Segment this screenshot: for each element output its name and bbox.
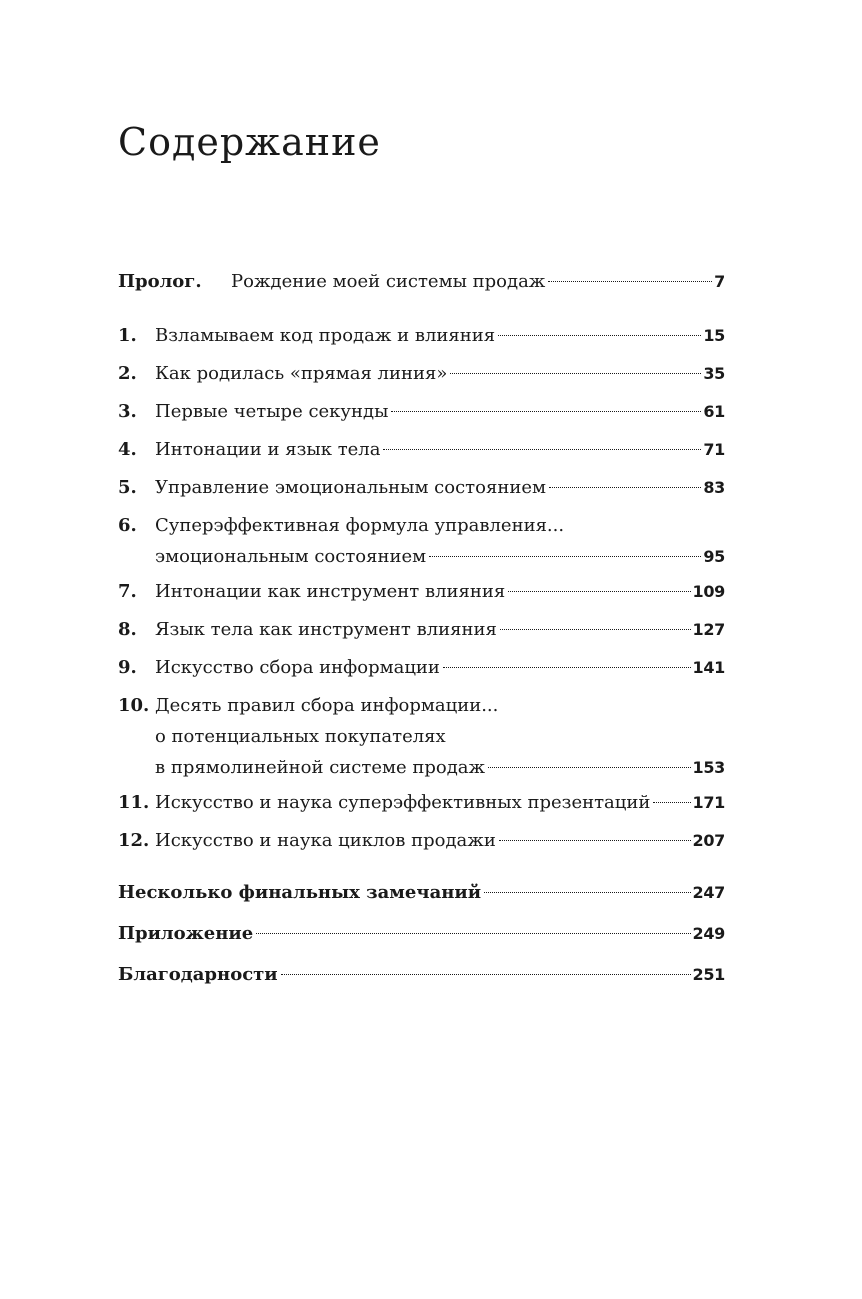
toc-entry-chapter-7[interactable] xyxy=(118,576,725,607)
chapter-number: 7. xyxy=(118,581,137,602)
chapter-title: Искусство сбора информации xyxy=(155,657,440,678)
chapter-title-line-1: Десять правил сбора информации... xyxy=(155,695,499,716)
dot-leader xyxy=(429,556,701,557)
dot-leader xyxy=(443,667,691,668)
chapter-title: Интонации и язык тела xyxy=(155,439,381,460)
page-number: 207 xyxy=(692,831,725,850)
toc-entry-chapter-8[interactable] xyxy=(118,614,725,645)
chapter-number: 2. xyxy=(118,363,137,384)
chapter-title: Как родилась «прямая линия» xyxy=(155,363,448,384)
page-number: 153 xyxy=(692,758,725,777)
page-number: 61 xyxy=(703,402,725,421)
chapter-title: Интонации как инструмент влияния xyxy=(155,581,506,602)
section-title: Благодарности xyxy=(118,964,278,985)
chapter-title: Первые четыре секунды xyxy=(155,401,389,422)
chapter-number: 3. xyxy=(118,401,137,422)
page-number: 251 xyxy=(692,965,725,984)
toc-entry-chapter-4[interactable] xyxy=(118,434,725,465)
section-title: Приложение xyxy=(118,923,254,944)
page-number: 35 xyxy=(703,364,725,383)
dot-leader xyxy=(653,802,690,803)
toc-entry-chapter-1[interactable] xyxy=(118,320,725,351)
toc-entry-chapter-3[interactable] xyxy=(118,396,725,427)
chapter-title-line-2: о потенциальных покупателях xyxy=(155,726,446,747)
page-number: 141 xyxy=(692,658,725,677)
toc-entry-chapter-6[interactable] xyxy=(118,510,725,572)
toc-entry-chapter-5[interactable] xyxy=(118,472,725,503)
page-number: 109 xyxy=(692,582,725,601)
dot-leader xyxy=(450,373,701,374)
chapter-title: Взламываем код продаж и влияния xyxy=(155,325,496,346)
prologue-label: Пролог. xyxy=(118,271,202,292)
page-number: 95 xyxy=(703,547,725,566)
chapter-title: Управление эмоциональным состоянием xyxy=(155,477,546,498)
dot-leader xyxy=(484,892,690,893)
toc-entry-chapter-9[interactable] xyxy=(118,652,725,683)
toc-entry-prologue[interactable] xyxy=(118,266,725,297)
page-number: 71 xyxy=(703,440,725,459)
dot-leader xyxy=(548,281,712,282)
dot-leader xyxy=(500,629,691,630)
chapter-title-line-1: Суперэффективная формула управления... xyxy=(155,515,565,536)
prologue-title: Рождение моей системы продаж xyxy=(231,271,546,292)
dot-leader xyxy=(488,767,690,768)
dot-leader xyxy=(281,974,691,975)
dot-leader xyxy=(383,449,701,450)
chapter-title: Искусство и наука циклов продажи xyxy=(155,830,496,851)
page-number: 171 xyxy=(692,793,725,812)
chapter-number: 12. xyxy=(118,830,150,851)
chapter-number: 10. xyxy=(118,695,150,716)
page-number: 249 xyxy=(692,924,725,943)
page-number: 247 xyxy=(692,883,725,902)
toc-entry-acknowledgements[interactable] xyxy=(118,959,725,990)
toc-entry-appendix[interactable] xyxy=(118,918,725,949)
toc-entry-chapter-2[interactable] xyxy=(118,358,725,389)
dot-leader xyxy=(256,933,690,934)
chapter-number: 6. xyxy=(118,515,137,536)
chapter-title-line-2: эмоциональным состоянием xyxy=(155,546,427,567)
page-title: Содержание xyxy=(118,120,381,164)
toc-entry-final-remarks[interactable] xyxy=(118,877,725,908)
chapter-number: 9. xyxy=(118,657,137,678)
toc-entry-chapter-10[interactable] xyxy=(118,690,725,783)
page-number: 127 xyxy=(692,620,725,639)
section-title: Несколько финальных замечаний xyxy=(118,882,482,903)
chapter-number: 11. xyxy=(118,792,150,813)
page-number: 83 xyxy=(703,478,725,497)
toc-entry-chapter-12[interactable] xyxy=(118,825,725,856)
dot-leader xyxy=(498,335,701,336)
dot-leader xyxy=(499,840,691,841)
dot-leader xyxy=(549,487,701,488)
chapter-number: 1. xyxy=(118,325,137,346)
dot-leader xyxy=(391,411,701,412)
dot-leader xyxy=(508,591,690,592)
page-number: 7 xyxy=(714,272,725,291)
chapter-number: 8. xyxy=(118,619,137,640)
chapter-number: 5. xyxy=(118,477,137,498)
toc-entry-chapter-11[interactable] xyxy=(118,787,725,818)
chapter-title: Искусство и наука суперэффективных презентаций xyxy=(155,792,651,813)
chapter-number: 4. xyxy=(118,439,137,460)
chapter-title-line-3: в прямолинейной системе продаж xyxy=(155,757,486,778)
page-number: 15 xyxy=(703,326,725,345)
chapter-title: Язык тела как инструмент влияния xyxy=(155,619,497,640)
